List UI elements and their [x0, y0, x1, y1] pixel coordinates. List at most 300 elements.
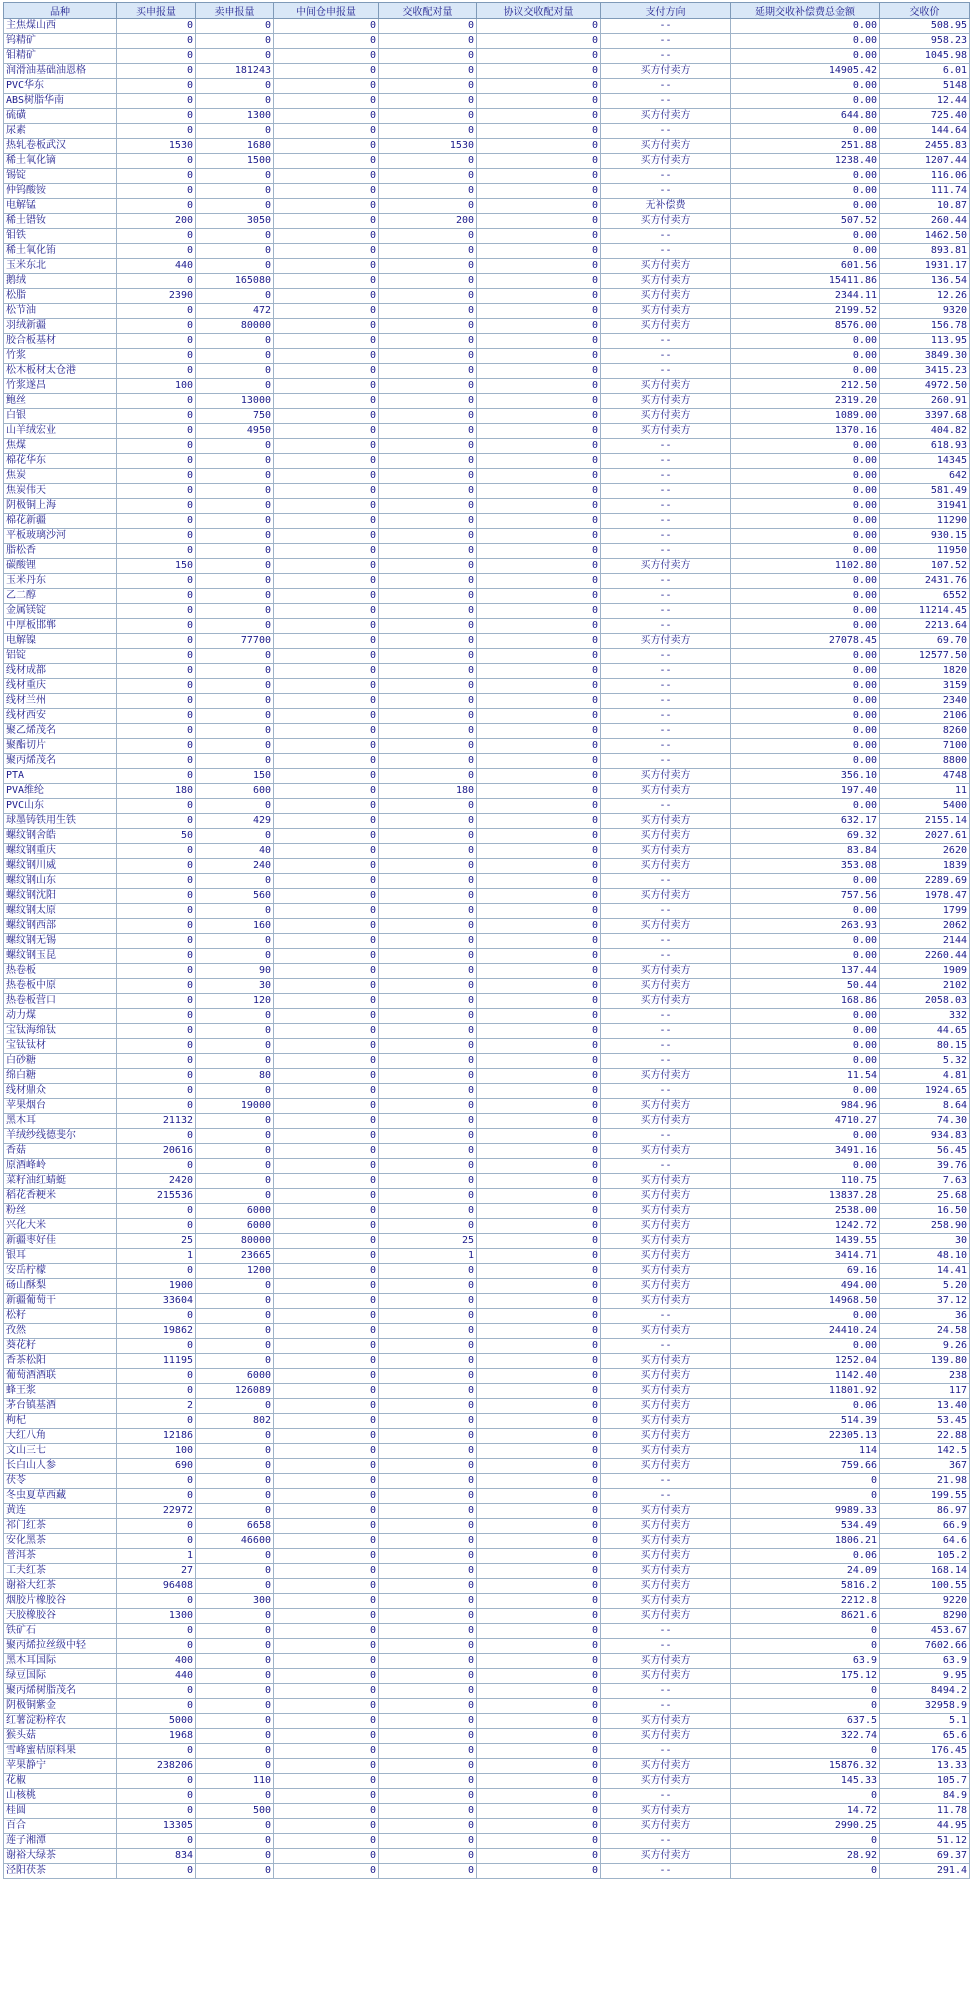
pay-direction-cell: 买方付卖方 [601, 1429, 731, 1444]
sell-qty-cell: 0 [196, 544, 274, 559]
compensation-cell: 0.00 [731, 724, 880, 739]
pay-direction-cell: 无补偿费 [601, 199, 731, 214]
sell-qty-cell: 181243 [196, 64, 274, 79]
matched-qty-cell: 0 [379, 364, 477, 379]
table-row [4, 1504, 970, 1519]
agreement-qty-cell: 0 [477, 1804, 601, 1819]
middle-qty-cell: 0 [274, 934, 379, 949]
agreement-qty-cell: 0 [477, 1144, 601, 1159]
buy-qty-cell: 0 [117, 1264, 196, 1279]
middle-qty-cell: 0 [274, 1654, 379, 1669]
middle-qty-cell: 0 [274, 949, 379, 964]
pay-direction-cell: 买方付卖方 [601, 319, 731, 334]
pay-direction-cell: -- [601, 529, 731, 544]
price-cell: 7100 [880, 739, 970, 754]
table-row [4, 799, 970, 814]
price-cell: 5148 [880, 79, 970, 94]
pay-direction-cell: 买方付卖方 [601, 1174, 731, 1189]
compensation-cell: 9989.33 [731, 1504, 880, 1519]
agreement-qty-cell: 0 [477, 949, 601, 964]
variety-cell: 普洱茶 [4, 1549, 117, 1564]
middle-qty-cell: 0 [274, 439, 379, 454]
compensation-cell: 0.00 [731, 619, 880, 634]
agreement-qty-cell: 0 [477, 1219, 601, 1234]
compensation-cell: 8621.6 [731, 1609, 880, 1624]
matched-qty-cell: 1 [379, 1249, 477, 1264]
variety-cell: 大红八角 [4, 1429, 117, 1444]
buy-qty-cell: 50 [117, 829, 196, 844]
pay-direction-cell: 买方付卖方 [601, 1669, 731, 1684]
agreement-qty-cell: 0 [477, 709, 601, 724]
compensation-cell: 0.00 [731, 649, 880, 664]
price-cell: 3849.30 [880, 349, 970, 364]
agreement-qty-cell: 0 [477, 34, 601, 49]
matched-qty-cell: 0 [379, 1144, 477, 1159]
middle-qty-cell: 0 [274, 799, 379, 814]
table-row [4, 229, 970, 244]
variety-cell: 线材鼎众 [4, 1084, 117, 1099]
variety-cell: 热轧卷板武汉 [4, 139, 117, 154]
compensation-cell: 251.88 [731, 139, 880, 154]
buy-qty-cell: 0 [117, 469, 196, 484]
sell-qty-cell: 120 [196, 994, 274, 1009]
matched-qty-cell: 0 [379, 1219, 477, 1234]
price-cell: 2144 [880, 934, 970, 949]
compensation-cell: 11801.92 [731, 1384, 880, 1399]
matched-qty-cell: 0 [379, 919, 477, 934]
variety-cell: 钼铁 [4, 229, 117, 244]
agreement-qty-cell: 0 [477, 1849, 601, 1864]
price-cell: 930.15 [880, 529, 970, 544]
buy-qty-cell: 0 [117, 454, 196, 469]
buy-qty-cell: 1530 [117, 139, 196, 154]
sell-qty-cell: 0 [196, 904, 274, 919]
agreement-qty-cell: 0 [477, 529, 601, 544]
buy-qty-cell: 0 [117, 109, 196, 124]
price-cell: 36 [880, 1309, 970, 1324]
buy-qty-cell: 0 [117, 664, 196, 679]
price-cell: 2058.03 [880, 994, 970, 1009]
price-cell: 6.01 [880, 64, 970, 79]
buy-qty-cell: 0 [117, 904, 196, 919]
compensation-cell: 3414.71 [731, 1249, 880, 1264]
matched-qty-cell: 0 [379, 1684, 477, 1699]
matched-qty-cell: 0 [379, 1399, 477, 1414]
agreement-qty-cell: 0 [477, 1054, 601, 1069]
pay-direction-cell: 买方付卖方 [601, 1579, 731, 1594]
compensation-cell: 0.00 [731, 754, 880, 769]
matched-qty-cell: 0 [379, 484, 477, 499]
price-cell: 2455.83 [880, 139, 970, 154]
buy-qty-cell: 215536 [117, 1189, 196, 1204]
agreement-qty-cell: 0 [477, 1369, 601, 1384]
compensation-cell: 0 [731, 1864, 880, 1879]
compensation-cell: 0.00 [731, 739, 880, 754]
matched-qty-cell: 0 [379, 1819, 477, 1834]
buy-qty-cell: 0 [117, 679, 196, 694]
middle-qty-cell: 0 [274, 1519, 379, 1534]
sell-qty-cell: 0 [196, 1429, 274, 1444]
matched-qty-cell: 0 [379, 1759, 477, 1774]
variety-cell: 白砂糖 [4, 1054, 117, 1069]
table-row [4, 484, 970, 499]
compensation-cell: 15411.86 [731, 274, 880, 289]
sell-qty-cell: 0 [196, 499, 274, 514]
table-row [4, 1819, 970, 1834]
buy-qty-cell: 0 [117, 274, 196, 289]
agreement-qty-cell: 0 [477, 1474, 601, 1489]
variety-cell: 主焦煤山西 [4, 19, 117, 34]
variety-cell: 原酒峰岭 [4, 1159, 117, 1174]
price-cell: 12577.50 [880, 649, 970, 664]
compensation-cell: 759.66 [731, 1459, 880, 1474]
price-cell: 7602.66 [880, 1639, 970, 1654]
price-cell: 618.93 [880, 439, 970, 454]
table-row [4, 1474, 970, 1489]
sell-qty-cell: 0 [196, 1669, 274, 1684]
middle-qty-cell: 0 [274, 1294, 379, 1309]
middle-qty-cell: 0 [274, 349, 379, 364]
pay-direction-cell: 买方付卖方 [601, 139, 731, 154]
variety-cell: 松脂 [4, 289, 117, 304]
variety-cell: 茅台镇基酒 [4, 1399, 117, 1414]
compensation-cell: 22305.13 [731, 1429, 880, 1444]
variety-cell: 茯苓 [4, 1474, 117, 1489]
sell-qty-cell: 560 [196, 889, 274, 904]
variety-cell: 棉花华东 [4, 454, 117, 469]
table-row [4, 694, 970, 709]
table-row [4, 754, 970, 769]
pay-direction-cell: 买方付卖方 [601, 1714, 731, 1729]
middle-qty-cell: 0 [274, 1279, 379, 1294]
matched-qty-cell: 0 [379, 1519, 477, 1534]
sell-qty-cell: 0 [196, 1504, 274, 1519]
middle-qty-cell: 0 [274, 784, 379, 799]
sell-qty-cell: 0 [196, 1309, 274, 1324]
agreement-qty-cell: 0 [477, 394, 601, 409]
buy-qty-cell: 0 [117, 814, 196, 829]
middle-qty-cell: 0 [274, 1219, 379, 1234]
matched-qty-cell: 0 [379, 889, 477, 904]
pay-direction-cell: -- [601, 124, 731, 139]
agreement-qty-cell: 0 [477, 664, 601, 679]
table-row [4, 709, 970, 724]
table-row [4, 859, 970, 874]
sell-qty-cell: 0 [196, 1039, 274, 1054]
pay-direction-cell: 买方付卖方 [601, 1759, 731, 1774]
pay-direction-cell: -- [601, 904, 731, 919]
price-cell: 11.78 [880, 1804, 970, 1819]
table-row [4, 334, 970, 349]
table-row [4, 679, 970, 694]
middle-qty-cell: 0 [274, 1474, 379, 1489]
pay-direction-cell: -- [601, 724, 731, 739]
pay-direction-cell: 买方付卖方 [601, 1279, 731, 1294]
agreement-qty-cell: 0 [477, 1444, 601, 1459]
price-cell: 8494.2 [880, 1684, 970, 1699]
table-row [4, 169, 970, 184]
matched-qty-cell: 0 [379, 454, 477, 469]
middle-qty-cell: 0 [274, 859, 379, 874]
sell-qty-cell: 1680 [196, 139, 274, 154]
table-row [4, 1444, 970, 1459]
agreement-qty-cell: 0 [477, 1459, 601, 1474]
sell-qty-cell: 0 [196, 1654, 274, 1669]
middle-qty-cell: 0 [274, 64, 379, 79]
sell-qty-cell: 4950 [196, 424, 274, 439]
middle-qty-cell: 0 [274, 889, 379, 904]
variety-cell: 鲍丝 [4, 394, 117, 409]
pay-direction-cell: 买方付卖方 [601, 1444, 731, 1459]
pay-direction-cell: -- [601, 19, 731, 34]
middle-qty-cell: 0 [274, 229, 379, 244]
price-cell: 8.64 [880, 1099, 970, 1114]
table-row [4, 109, 970, 124]
matched-qty-cell: 0 [379, 1279, 477, 1294]
middle-qty-cell: 0 [274, 424, 379, 439]
variety-cell: 螺纹钢重庆 [4, 844, 117, 859]
agreement-qty-cell: 0 [477, 454, 601, 469]
agreement-qty-cell: 0 [477, 619, 601, 634]
matched-qty-cell: 0 [379, 1444, 477, 1459]
buy-qty-cell: 0 [117, 34, 196, 49]
buy-qty-cell: 200 [117, 214, 196, 229]
price-cell: 139.80 [880, 1354, 970, 1369]
table-row [4, 124, 970, 139]
price-cell: 30 [880, 1234, 970, 1249]
agreement-qty-cell: 0 [477, 1264, 601, 1279]
agreement-qty-cell: 0 [477, 409, 601, 424]
middle-qty-cell: 0 [274, 169, 379, 184]
variety-cell: 平板玻璃沙河 [4, 529, 117, 544]
table-row [4, 1804, 970, 1819]
variety-cell: 竹浆 [4, 349, 117, 364]
sell-qty-cell: 0 [196, 1609, 274, 1624]
sell-qty-cell: 0 [196, 799, 274, 814]
sell-qty-cell: 0 [196, 514, 274, 529]
variety-cell: 百合 [4, 1819, 117, 1834]
buy-qty-cell: 0 [117, 439, 196, 454]
compensation-cell: 4710.27 [731, 1114, 880, 1129]
variety-cell: 孜然 [4, 1324, 117, 1339]
sell-qty-cell: 0 [196, 1474, 274, 1489]
middle-qty-cell: 0 [274, 1234, 379, 1249]
compensation-cell: 212.50 [731, 379, 880, 394]
price-cell: 168.14 [880, 1564, 970, 1579]
price-cell: 9.95 [880, 1669, 970, 1684]
table-row [4, 469, 970, 484]
variety-cell: 竹浆遂昌 [4, 379, 117, 394]
price-cell: 84.9 [880, 1789, 970, 1804]
compensation-cell: 0.00 [731, 79, 880, 94]
pay-direction-cell: 买方付卖方 [601, 964, 731, 979]
pay-direction-cell: 买方付卖方 [601, 1774, 731, 1789]
table-row [4, 529, 970, 544]
table-row [4, 454, 970, 469]
table-row [4, 874, 970, 889]
buy-qty-cell: 0 [117, 1684, 196, 1699]
buy-qty-cell: 0 [117, 979, 196, 994]
compensation-cell: 1089.00 [731, 409, 880, 424]
agreement-qty-cell: 0 [477, 1669, 601, 1684]
sell-qty-cell: 0 [196, 589, 274, 604]
price-cell: 3415.23 [880, 364, 970, 379]
buy-qty-cell: 5000 [117, 1714, 196, 1729]
price-cell: 199.55 [880, 1489, 970, 1504]
pay-direction-cell: 买方付卖方 [601, 1534, 731, 1549]
table-row [4, 1264, 970, 1279]
pay-direction-cell: 买方付卖方 [601, 1564, 731, 1579]
agreement-qty-cell: 0 [477, 1024, 601, 1039]
buy-qty-cell: 0 [117, 154, 196, 169]
pay-direction-cell: 买方付卖方 [601, 1369, 731, 1384]
matched-qty-cell: 0 [379, 1669, 477, 1684]
agreement-qty-cell: 0 [477, 739, 601, 754]
middle-qty-cell: 0 [274, 1789, 379, 1804]
agreement-qty-cell: 0 [477, 304, 601, 319]
pay-direction-cell: 买方付卖方 [601, 859, 731, 874]
variety-cell: 脂松香 [4, 544, 117, 559]
pay-direction-cell: 买方付卖方 [601, 1219, 731, 1234]
agreement-qty-cell: 0 [477, 1249, 601, 1264]
variety-cell: PTA [4, 769, 117, 784]
agreement-qty-cell: 0 [477, 1429, 601, 1444]
pay-direction-cell: 买方付卖方 [601, 1189, 731, 1204]
pay-direction-cell: -- [601, 1789, 731, 1804]
price-cell: 2213.64 [880, 619, 970, 634]
agreement-qty-cell: 0 [477, 154, 601, 169]
agreement-qty-cell: 0 [477, 934, 601, 949]
matched-qty-cell: 0 [379, 319, 477, 334]
table-row [4, 1774, 970, 1789]
sell-qty-cell: 0 [196, 1339, 274, 1354]
variety-cell: 安岳柠檬 [4, 1264, 117, 1279]
pay-direction-cell: 买方付卖方 [601, 1849, 731, 1864]
pay-direction-cell: -- [601, 874, 731, 889]
buy-qty-cell: 0 [117, 1369, 196, 1384]
middle-qty-cell: 0 [274, 1714, 379, 1729]
middle-qty-cell: 0 [274, 829, 379, 844]
header-row [4, 3, 970, 19]
agreement-qty-cell: 0 [477, 1789, 601, 1804]
matched-qty-cell: 0 [379, 349, 477, 364]
sell-qty-cell: 80 [196, 1069, 274, 1084]
pay-direction-cell: -- [601, 334, 731, 349]
sell-qty-cell: 0 [196, 1114, 274, 1129]
matched-qty-cell: 0 [379, 1369, 477, 1384]
sell-qty-cell: 0 [196, 454, 274, 469]
matched-qty-cell: 0 [379, 334, 477, 349]
buy-qty-cell: 0 [117, 994, 196, 1009]
price-cell: 31941 [880, 499, 970, 514]
sell-qty-cell: 0 [196, 334, 274, 349]
buy-qty-cell: 0 [117, 1039, 196, 1054]
middle-qty-cell: 0 [274, 1684, 379, 1699]
matched-qty-cell: 0 [379, 1054, 477, 1069]
table-row [4, 1159, 970, 1174]
table-row [4, 1099, 970, 1114]
middle-qty-cell: 0 [274, 619, 379, 634]
middle-qty-cell: 0 [274, 259, 379, 274]
buy-qty-cell: 0 [117, 334, 196, 349]
pay-direction-cell: -- [601, 469, 731, 484]
matched-qty-cell: 0 [379, 1339, 477, 1354]
agreement-qty-cell: 0 [477, 1114, 601, 1129]
pay-direction-cell: 买方付卖方 [601, 424, 731, 439]
table-row [4, 1714, 970, 1729]
middle-qty-cell: 0 [274, 844, 379, 859]
sell-qty-cell: 3050 [196, 214, 274, 229]
matched-qty-cell: 0 [379, 739, 477, 754]
price-cell: 12.44 [880, 94, 970, 109]
sell-qty-cell: 46600 [196, 1534, 274, 1549]
agreement-qty-cell: 0 [477, 1744, 601, 1759]
agreement-qty-cell: 0 [477, 499, 601, 514]
col-header-compensation: 延期交收补偿费总金额 [731, 3, 880, 19]
buy-qty-cell: 0 [117, 184, 196, 199]
sell-qty-cell: 0 [196, 709, 274, 724]
price-cell: 53.45 [880, 1414, 970, 1429]
agreement-qty-cell: 0 [477, 634, 601, 649]
variety-cell: 冬虫夏草西藏 [4, 1489, 117, 1504]
variety-cell: 砀山酥梨 [4, 1279, 117, 1294]
table-row [4, 1144, 970, 1159]
agreement-qty-cell: 0 [477, 424, 601, 439]
compensation-cell: 0.00 [731, 679, 880, 694]
table-row [4, 214, 970, 229]
table-row [4, 1699, 970, 1714]
buy-qty-cell: 0 [117, 514, 196, 529]
matched-qty-cell: 0 [379, 394, 477, 409]
table-row [4, 184, 970, 199]
table-row [4, 1324, 970, 1339]
price-cell: 260.44 [880, 214, 970, 229]
sell-qty-cell: 19000 [196, 1099, 274, 1114]
price-cell: 63.9 [880, 1654, 970, 1669]
price-cell: 2155.14 [880, 814, 970, 829]
agreement-qty-cell: 0 [477, 874, 601, 889]
agreement-qty-cell: 0 [477, 1129, 601, 1144]
middle-qty-cell: 0 [274, 214, 379, 229]
buy-qty-cell: 0 [117, 544, 196, 559]
agreement-qty-cell: 0 [477, 1159, 601, 1174]
price-cell: 65.6 [880, 1729, 970, 1744]
agreement-qty-cell: 0 [477, 559, 601, 574]
buy-qty-cell: 0 [117, 1789, 196, 1804]
compensation-cell: 0.00 [731, 94, 880, 109]
buy-qty-cell: 0 [117, 394, 196, 409]
compensation-cell: 0 [731, 1834, 880, 1849]
buy-qty-cell: 0 [117, 934, 196, 949]
compensation-cell: 0.00 [731, 709, 880, 724]
matched-qty-cell: 0 [379, 1114, 477, 1129]
sell-qty-cell: 40 [196, 844, 274, 859]
middle-qty-cell: 0 [274, 79, 379, 94]
price-cell: 332 [880, 1009, 970, 1024]
variety-cell: 山羊绒宏业 [4, 424, 117, 439]
table-row [4, 64, 970, 79]
variety-cell: 铁矿石 [4, 1624, 117, 1639]
agreement-qty-cell: 0 [477, 1834, 601, 1849]
variety-cell: 稀土镨钕 [4, 214, 117, 229]
agreement-qty-cell: 0 [477, 49, 601, 64]
compensation-cell: 0.00 [731, 19, 880, 34]
agreement-qty-cell: 0 [477, 1504, 601, 1519]
middle-qty-cell: 0 [274, 1399, 379, 1414]
buy-qty-cell: 440 [117, 1669, 196, 1684]
table-row [4, 1354, 970, 1369]
agreement-qty-cell: 0 [477, 1519, 601, 1534]
